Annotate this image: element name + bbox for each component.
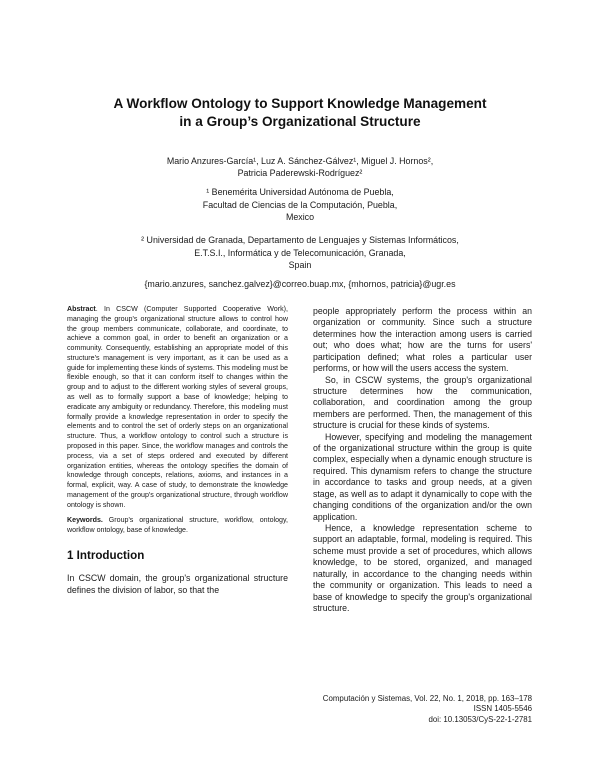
title-line-1: A Workflow Ontology to Support Knowledge Management [113,96,487,111]
affiliation-1-line-2: Facultad de Ciencias de la Computación, Puebla, [202,199,398,210]
title-line-2: in a Group’s Organizational Structure [179,114,421,129]
affiliation-1-line-1: ¹ Benemérita Universidad Autónoma de Puebla, [206,187,394,197]
author-list [60,155,540,179]
affiliation-2 [60,234,540,272]
keywords [67,516,288,536]
keywords-text: Group's organizational structure, workflow, ontology, workflow ontology, base of knowledge. [67,516,288,535]
affiliation-2-line-1: ² Universidad de Granada, Departamento de Lenguajes y Sistemas Informáticos, [141,235,459,245]
footer-doi: doi: 10.13053/CyS-22-1-2781 [428,714,532,724]
right-column [313,306,532,614]
affiliation-1-line-3: Mexico [285,212,315,223]
authors-line-1: Mario Anzures-García¹, Luz A. Sánchez-Gálvez¹, Miguel J. Hornos², [166,156,434,166]
abstract-paragraph [67,305,288,510]
abstract [67,305,288,510]
right-paragraph-2: So, in CSCW systems, the group's organizational structure determines how the communication, collaboration, and coordination among the group members are performed. Then, the management of this structure is crucial for these kinds of systems. [313,374,532,431]
right-paragraph-1: people appropriately perform the process within an organization or community. Since such a structure determines how the interaction among users is carried out; who does what; how are the turns for users' participation defined; what roles a particular user performs, or how will the users access the system. [313,306,532,374]
section-heading-introduction: 1 Introduction [67,549,145,562]
intro-paragraph: In CSCW domain, the group's organizational structure defines the division of labor, so that the [67,573,288,596]
left-column [67,305,288,596]
authors-line-2: Patricia Paderewski-Rodríguez² [237,168,363,178]
footer-issn: ISSN 1405-5546 [473,704,532,714]
author-emails: {mario.anzures, sanchez.galvez}@correo.buap.mx, {mhornos, patricia}@ugr.es [144,279,456,289]
affiliation-2-line-2: E.T.S.I., Informática y de Telecomunicación, Granada, [194,247,406,258]
affiliation-2-line-3: Spain [288,260,312,271]
right-paragraph-4: Hence, a knowledge representation scheme to support an adaptable, formal, modeling is required. This scheme must provide a set of procedures, which allows knowledge, to be stored, organized, and managed naturally, in accordance to the changing needs within the community or organization. This leads to need a base of knowledge to specify the group's organizational structure. [313,523,532,613]
abstract-text: . In CSCW (Computer Supported Cooperative Work), managing the group's organizational structure allows to control how the group members communicate, collaborate, and coordinate, to achieve a common goal, in order to benefit an organization or a community. Consequently, establishing an appropriate model of this structure's management is very important, as it can be used as a guide for implementing these kinds of systems. This modeling must be flexible enough, so that it can conform itself to changes within the group and to adjust to the different working styles of several groups, as well as to formally support a base of knowledge; helping to eradicate any ambiguity or redundancy. Therefore, this modeling must formally provide a knowledge representation in order to specify the elements and to control the set of orderly steps on an organizational structure. Thus, a workflow ontology to control such a structure is proposed in this paper. Since, the workflow manages and controls the process, via a set of steps ordered and executed by different organization entities, whereas the ontology specifies the domain of knowledge through concepts, relations, axioms, and instances in a formal, explicit, way. A case of study, to demonstrate the knowledge management of the group's organizational structure, through workflow ontology is shown. [67,305,288,509]
journal-footer [323,694,532,725]
right-paragraph-3: However, specifying and modeling the management of the organizational structure within the group is quite complex, especially when a dynamic enough structure is required. This dynamism refers to change the structure in accordance to tasks and group needs, at a given stage, as well as to adapt it dynamically to cope with the changing conditions of the organization and/or the own application. [313,431,532,522]
abstract-label: Abstract [67,305,96,313]
paper-title [60,95,540,131]
affiliation-1 [60,186,540,224]
keywords-label: Keywords. [67,516,103,525]
footer-journal: Computación y Sistemas, Vol. 22, No. 1, 2018, pp. 163–178 [322,694,532,703]
